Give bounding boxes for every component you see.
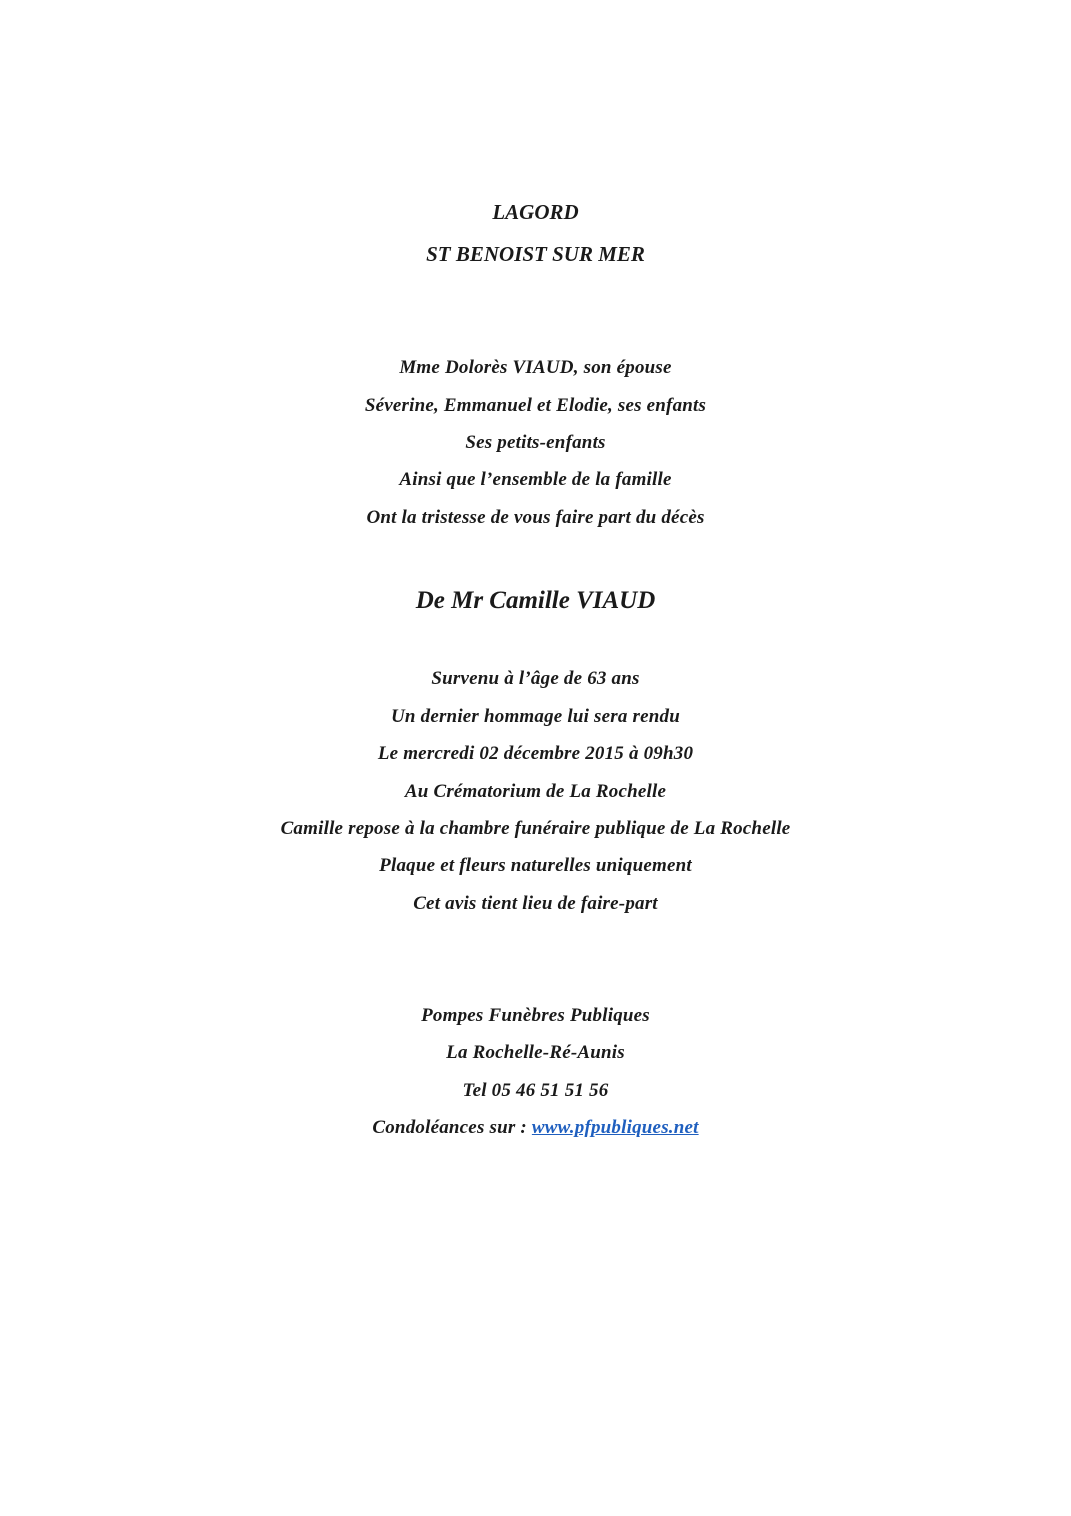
- family-line-announcement: Ont la tristesse de vous faire part du décès: [366, 507, 705, 528]
- condolences-label: Condoléances sur :: [372, 1117, 532, 1138]
- family-line-children: Séverine, Emmanuel et Elodie, ses enfants: [364, 395, 707, 416]
- family-line-spouse: Mme Dolorès VIAUD, son épouse: [399, 357, 672, 378]
- footer-phone: Tel 05 46 51 51 56: [462, 1080, 609, 1101]
- town-heading-lagord: LAGORD: [492, 200, 579, 224]
- family-line-grandchildren: Ses petits-enfants: [465, 432, 606, 453]
- footer-condolences: [0, 1117, 1071, 1139]
- detail-line-tribute: Un dernier hommage lui sera rendu: [390, 706, 680, 727]
- detail-line-date: Le mercredi 02 décembre 2015 à 09h30: [377, 743, 694, 764]
- deceased-name: De Mr Camille VIAUD: [415, 587, 656, 614]
- detail-line-flowers: Plaque et fleurs naturelles uniquement: [379, 855, 692, 876]
- family-line-whole-family: Ainsi que l’ensemble de la famille: [399, 469, 672, 490]
- footer-location: La Rochelle-Ré-Aunis: [446, 1042, 625, 1063]
- detail-line-age: Survenu à l’âge de 63 ans: [431, 668, 640, 689]
- detail-line-notice: Cet avis tient lieu de faire-part: [413, 893, 658, 914]
- footer-company: Pompes Funèbres Publiques: [421, 1005, 650, 1026]
- detail-line-crematorium: Au Crématorium de La Rochelle: [404, 781, 667, 802]
- condolences-link[interactable]: www.pfpubliques.net: [531, 1117, 699, 1138]
- detail-line-funeral-chamber: Camille repose à la chambre funéraire publique de La Rochelle: [280, 818, 791, 839]
- town-heading-st-benoist: ST BENOIST SUR MER: [426, 242, 645, 266]
